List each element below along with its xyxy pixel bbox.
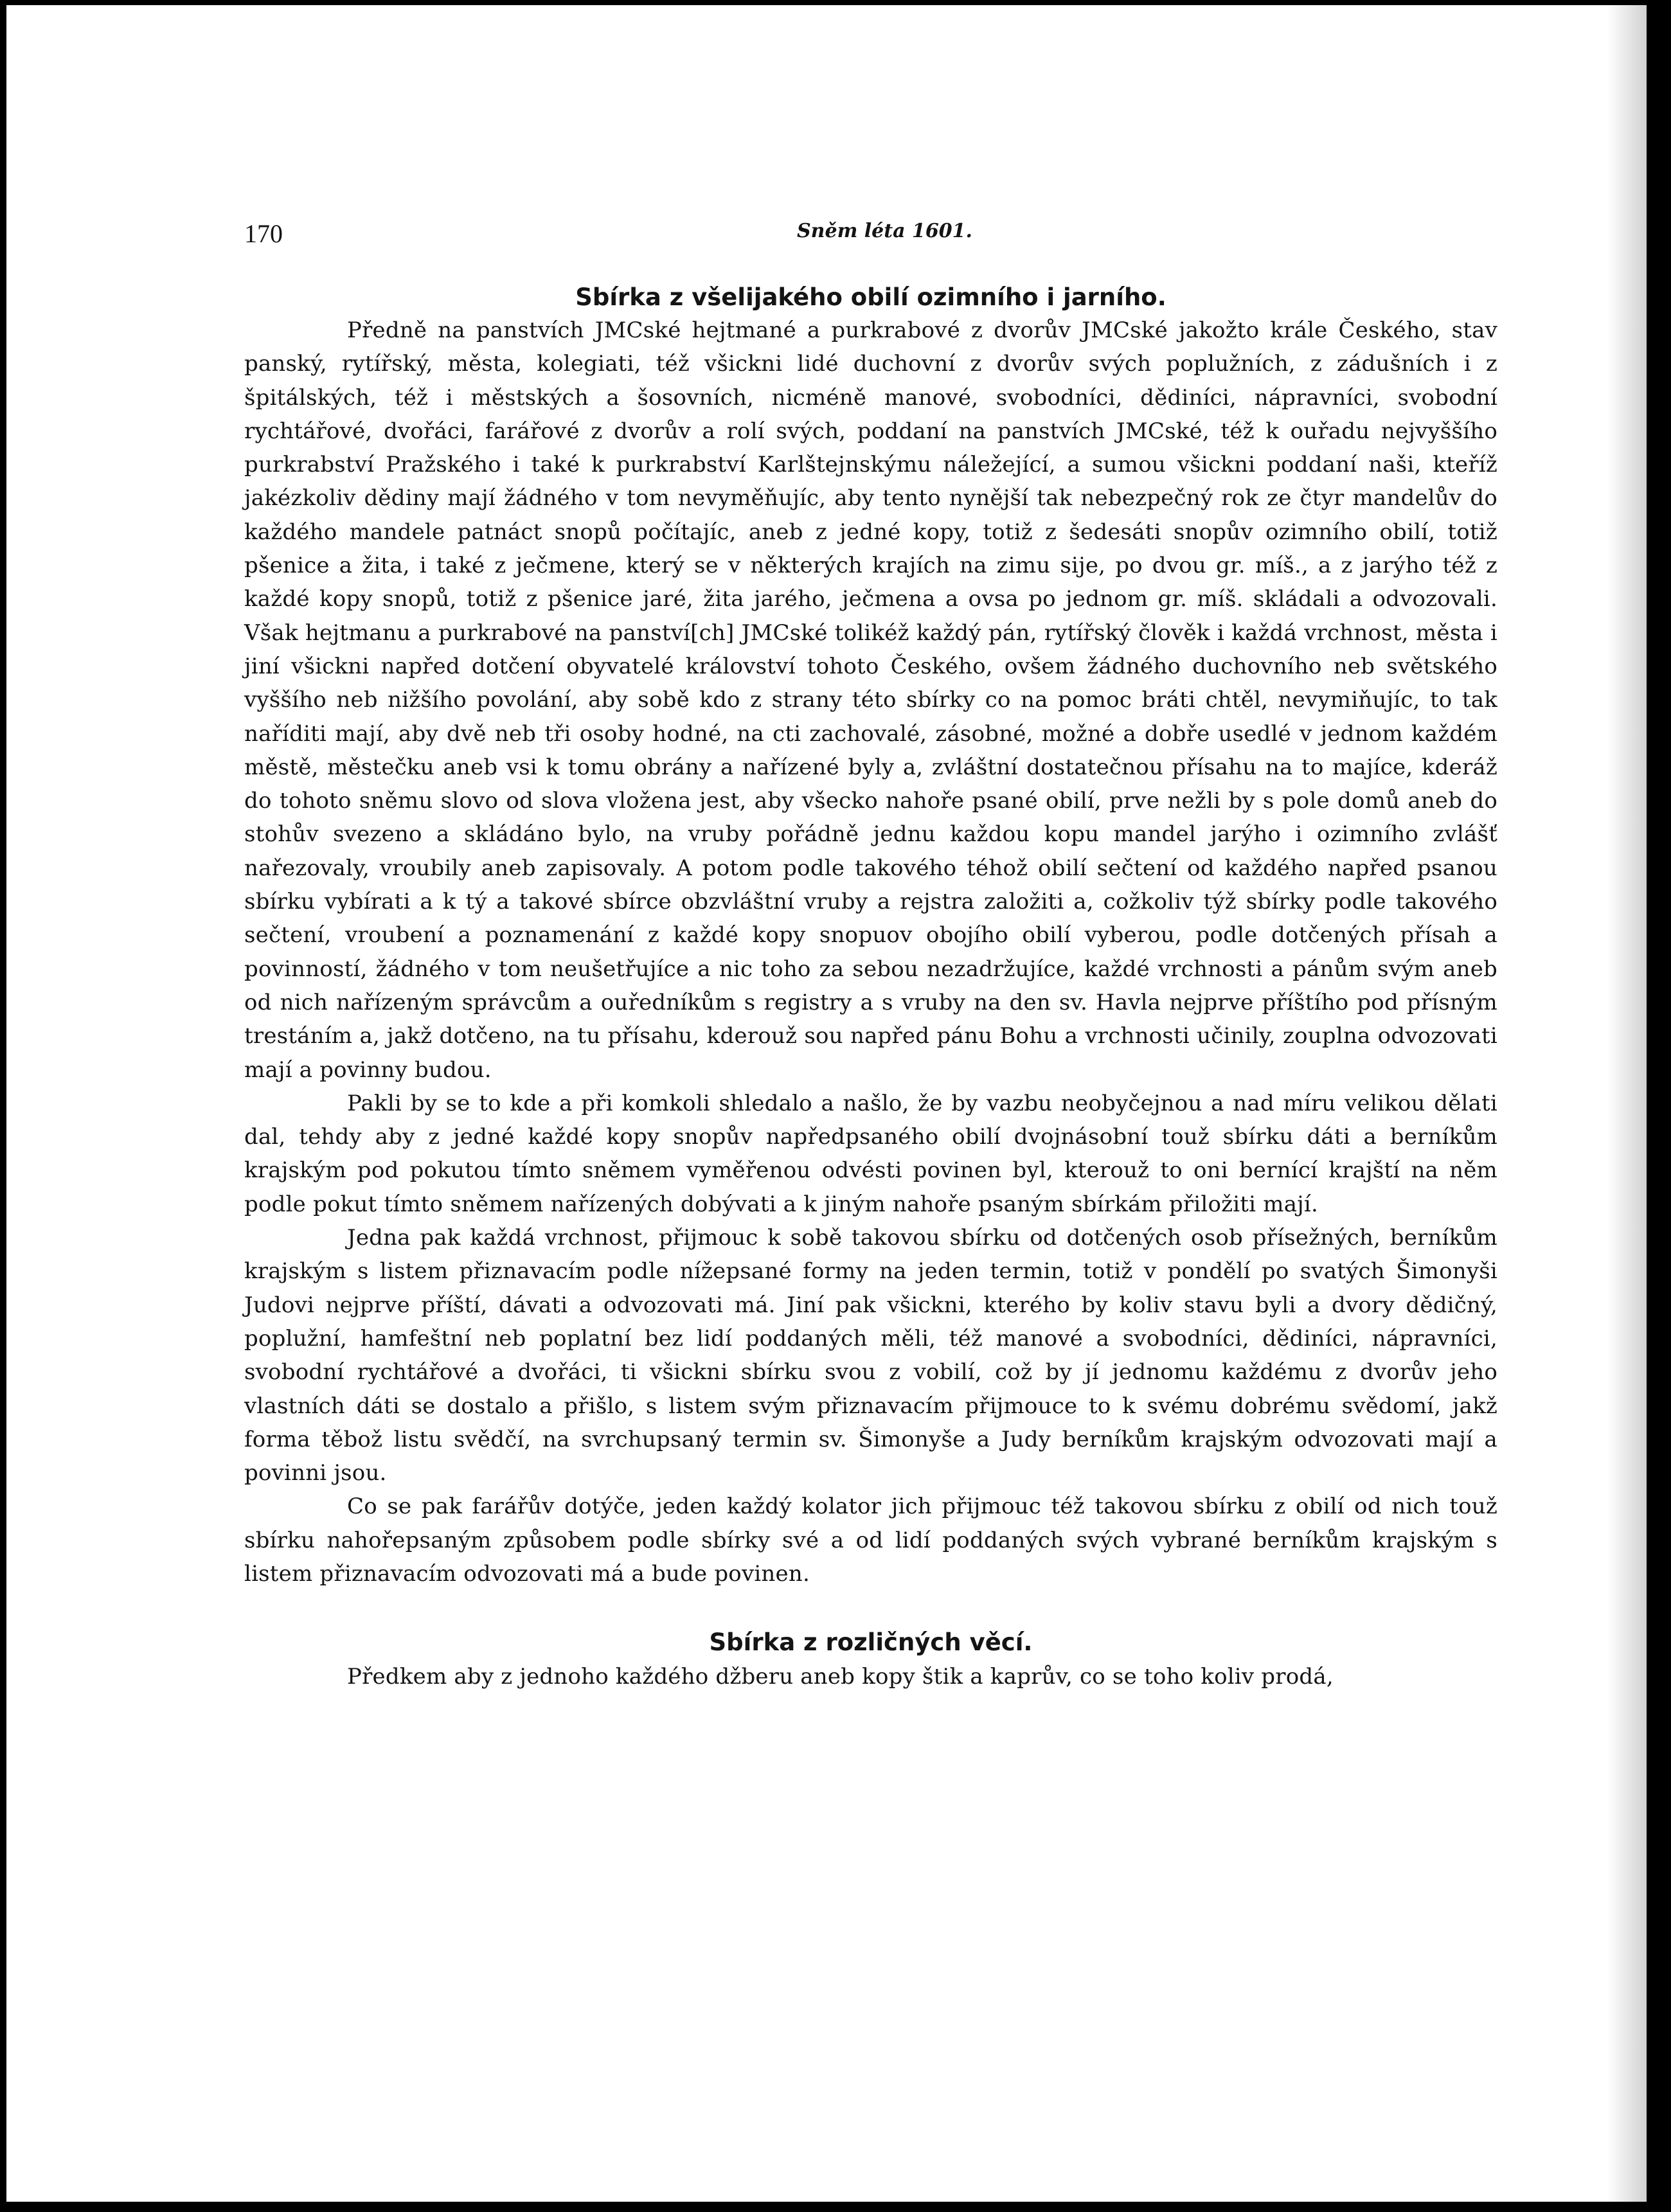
scan-border-right bbox=[1647, 0, 1671, 2212]
scan-border-top bbox=[0, 0, 1671, 5]
page-edge-shadow bbox=[1607, 0, 1647, 2212]
section-heading: Sbírka z všelijakého obilí ozimního i jarního. bbox=[575, 283, 1166, 311]
paragraph: Co se pak farářův dotýče, jeden každý kolator jich přijmouc též takovou sbírku z obilí od nich touž sbírku nahořepsaným způsobem podle sbírky své a od lidí poddaných svých vybrané berníkům krajským s listem přiznavacím odvozovati má a bude povinen. bbox=[244, 1494, 1497, 1587]
paragraph: Předkem aby z jednoho každého džberu aneb kopy štik a kaprův, co se toho koliv prodá, bbox=[347, 1664, 1334, 1690]
paragraph: Pakli by se to kde a při komkoli shledalo a našlo, že by vazbu neobyčejnou a nad míru velikou dělati dal, tehdy aby z jedné každé kopy snopův napředpsaného obilí dvojnásobní touž sbírku dáti a berníkům krajským pod pokutou tímto sněmem vyměřenou odvésti povinen byl, kterouž to oni bernící krajští na něm podle pokut tímto sněmem nařízených dobývati a k jiným nahoře psaným sbírkám přiložiti mají. bbox=[244, 1090, 1497, 1217]
section-grain-levy bbox=[244, 281, 1497, 1591]
scan-border-bottom bbox=[0, 2202, 1671, 2212]
paragraph: Předně na panstvích JMCské hejtmané a purkrabové z dvorův JMCské jakožto krále Českého, stav panský, rytířský, města, kolegiati, též všickni lidé duchovní z dvorův svých poplužních, z zádušních i z špitálských, též i městských a šosovních, nicméně manové, svobodníci, dědiníci, nápravníci, svobodní rychtářové, dvořáci, farářové z dvorův a rolí svých, poddaní na panstvích JMCské, též k ouřadu nejvyššího purkrabství Pražského i také k purkrabství Karlštejnskýmu náležející, a sumou všickni poddaní naši, kteříž jakézkoliv dědiny mají žádného v tom nevyměňujíc, aby tento nynější tak nebezpečný rok ze čtyr mandelův do každého mandele patnáct snopů počítajíc, aneb z jedné kopy, totiž z šedesáti snopův ozimního obilí, totiž pšenice a žita, i také z ječmene, který se v některých krajích na zimu sije, po dvou gr. míš., a z jarýho též z každé kopy snopů, totiž z pšenice jaré, žita jarého, ječmena a ovsa po jednom gr. míš. skládali a odvozovali. Však hejtmanu a purkrabové na panství[ch] JMCské tolikéž každý pán, rytířský člověk i každá vrchnost, města i jiní všickni napřed dotčení obyvatelé království tohoto Českého, ovšem žádného duchovního neb světského vyššího neb nižšího povolání, aby sobě kdo z strany této sbírky co na pomoc bráti chtěl, nevymiňujíc, to tak naříditi mají, aby dvě neb tři osoby hodné, na cti zachovalé, zásobné, možné a dobře usedlé v jednom každém městě, městečku aneb vsi k tomu obrány a nařízené byly a, zvláštní dostatečnou přísahu na to majíce, kderáž do tohoto sněmu slovo od slova vložena jest, aby všecko nahoře psané obilí, prve nežli by s pole domů aneb do stohův svezeno a skládáno bylo, na vruby pořádně jednu každou kopu mandel jarýho i ozimního zvlášť nařezovaly, vroubily aneb zapisovaly. A potom podle takového téhož obilí sečtení od každého napřed psanou sbírku vybírati a k tý a takové sbírce obzvláštní vruby a rejstra založiti a, cožkoliv týž sbírky podle takového sečtení, vroubení a poznamenání z každé kopy snopuov obojího obilí vyberou, podle dotčených přísah a povinností, žádného v tom neušetřujíce a nic toho za sebou nezadržujíce, každé vrchnosti a pánům svým aneb od nich nařízeným správcům a ouředníkům s registry a s vruby na den sv. Havla nejprve příštího pod přísným trestáním a, jakž dotčeno, na tu přísahu, kderouž sou napřed pánu Bohu a vrchnosti učinily, zouplna odvozovati mají a povinny budou. bbox=[244, 317, 1497, 1083]
page-number: 170 bbox=[244, 219, 283, 248]
page-body bbox=[244, 206, 1497, 1694]
section-heading: Sbírka z rozličných věcí. bbox=[709, 1628, 1033, 1657]
running-head: Sněm léta 1601. bbox=[797, 220, 972, 242]
section-various-levy bbox=[244, 1627, 1497, 1693]
scan-border-left bbox=[0, 0, 6, 2212]
page-header bbox=[244, 206, 1497, 263]
paragraph: Jedna pak každá vrchnost, přijmouc k sobě takovou sbírku od dotčených osob přísežných, berníkům krajským s listem přiznavacím podle nížepsané formy na jeden termin, totiž v pondělí po svatých Šimonyši Judovi nejprve příští, dávati a odvozovati má. Jiní pak všickni, kterého by koliv stavu byli a dvory dědičný, poplužní, hamfeštní neb poplatní bez lidí poddaných měli, též manové a svobodníci, dědiníci, nápravníci, svobodní rychtářové a dvořáci, ti všickni sbírku svou z vobilí, což by jí jednomu každému z dvorův jeho vlastních dáti se dostalo a přišlo, s listem svým přiznavacím přijmouce to k svému dobrému svědomí, jakž forma těbož listu svědčí, na svrchupsaný termin sv. Šimonyše a Judy berníkům krajským odvozovati mají a povinni jsou. bbox=[244, 1225, 1497, 1486]
